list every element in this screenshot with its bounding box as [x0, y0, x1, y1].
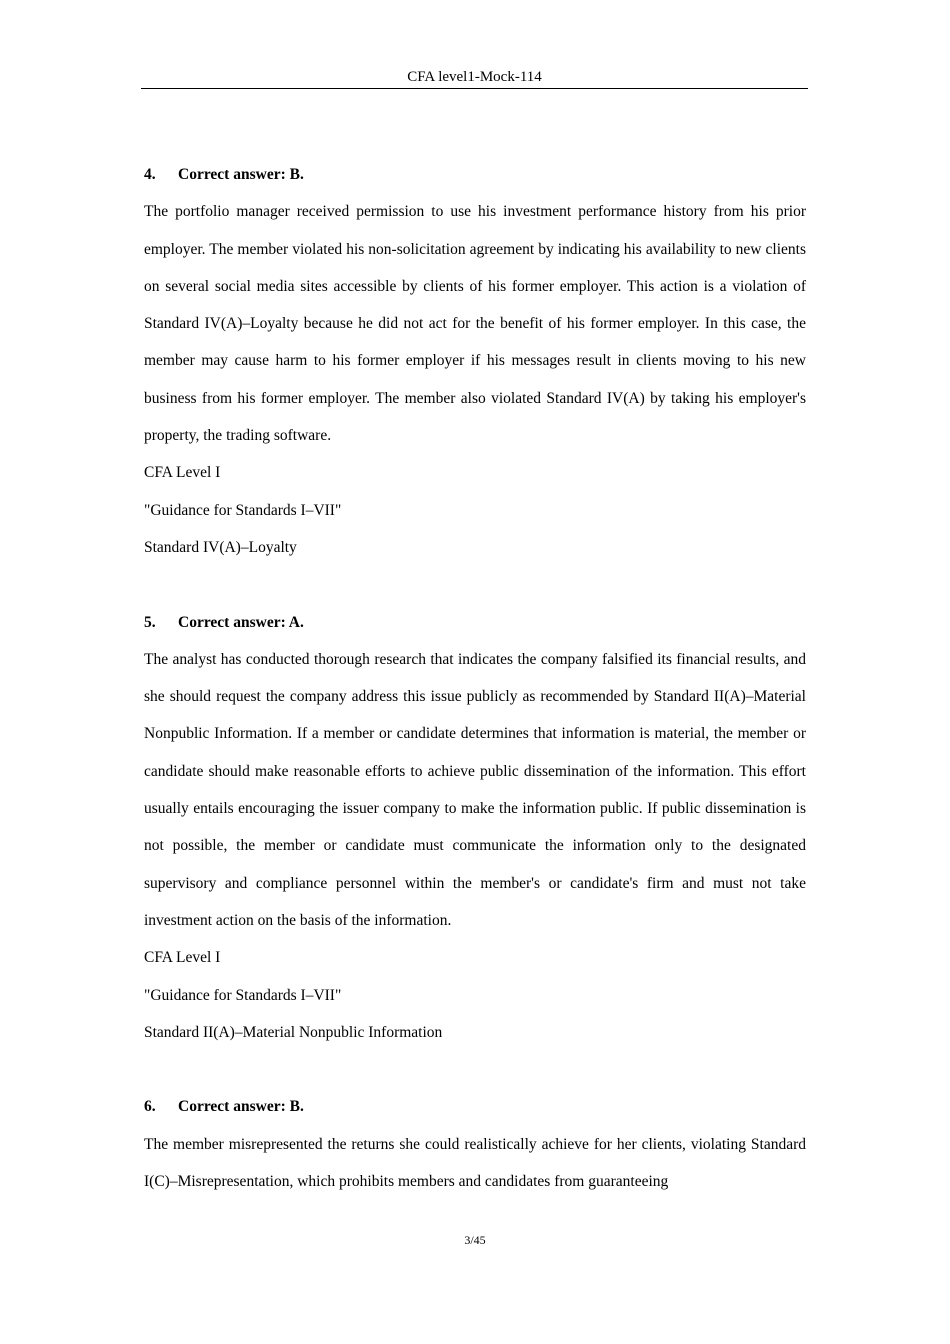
document-title: CFA level1-Mock-114: [407, 69, 542, 85]
question-number: 4.: [144, 166, 156, 183]
question-number: 5.: [144, 613, 156, 631]
answer-explanation: The member misrepresented the returns she could realistically achieve for her clients, violating Standard I(C)–Misrepresentation, which prohibits members and candidates from guaranteeing: [144, 1135, 806, 1191]
answer-block-6: [144, 1088, 806, 1200]
reference-standard: Standard II(A)–Material Nonpublic Information: [144, 1023, 443, 1041]
reference-reading: "Guidance for Standards I–VII": [144, 501, 342, 519]
correct-answer-label: Correct answer: B.: [178, 166, 304, 183]
section-spacer: [144, 1051, 806, 1088]
correct-answer-label: Correct answer: B.: [178, 1098, 304, 1116]
answer-explanation: The analyst has conducted thorough research that indicates the company falsified its financial results, and she should request the company address this issue publicly as recommended by Standard II(A)–Material Nonpublic Information. If a member or candidate determines that information is material, the member or candidate should make reasonable efforts to achieve public dissemination of the information. This effort usually entails encouraging the issuer company to make the information public. If public dissemination is not possible, the member or candidate must communicate the information only to the designated supervisory and compliance personnel within the member's or candidate's firm and must not take investment action on the basis of the information.: [144, 650, 806, 929]
reference-standard: Standard IV(A)–Loyalty: [144, 538, 297, 556]
reference-reading: "Guidance for Standards I–VII": [144, 986, 342, 1004]
answer-explanation: The portfolio manager received permission to use his investment performance history from his prior employer. The member violated his non-solicitation agreement by indicating his availability to new clients on several social media sites accessible by clients of his former employer. This action is a violation of Standard IV(A)–Loyalty because he did not act for the benefit of his former employer. In this case, the member may cause harm to his former employer if his messages result in clients moving to his new business from his former employer. The member also violated Standard IV(A) by taking his employer's property, the trading software.: [144, 203, 806, 445]
reference-level: CFA Level I: [144, 464, 221, 482]
answer-heading: [144, 1088, 806, 1125]
answer-heading: [144, 156, 806, 193]
section-spacer: [144, 566, 806, 603]
reference-level: CFA Level I: [144, 949, 221, 967]
document-body: [144, 156, 806, 1200]
answer-heading: [144, 604, 806, 641]
correct-answer-label: Correct answer: A.: [178, 613, 304, 631]
page-footer: [0, 1232, 950, 1248]
page-header: [141, 66, 808, 89]
question-number: 6.: [144, 1098, 156, 1116]
answer-block-4: [144, 156, 806, 566]
page-number: 3/45: [464, 1233, 486, 1247]
answer-block-5: [144, 604, 806, 1052]
